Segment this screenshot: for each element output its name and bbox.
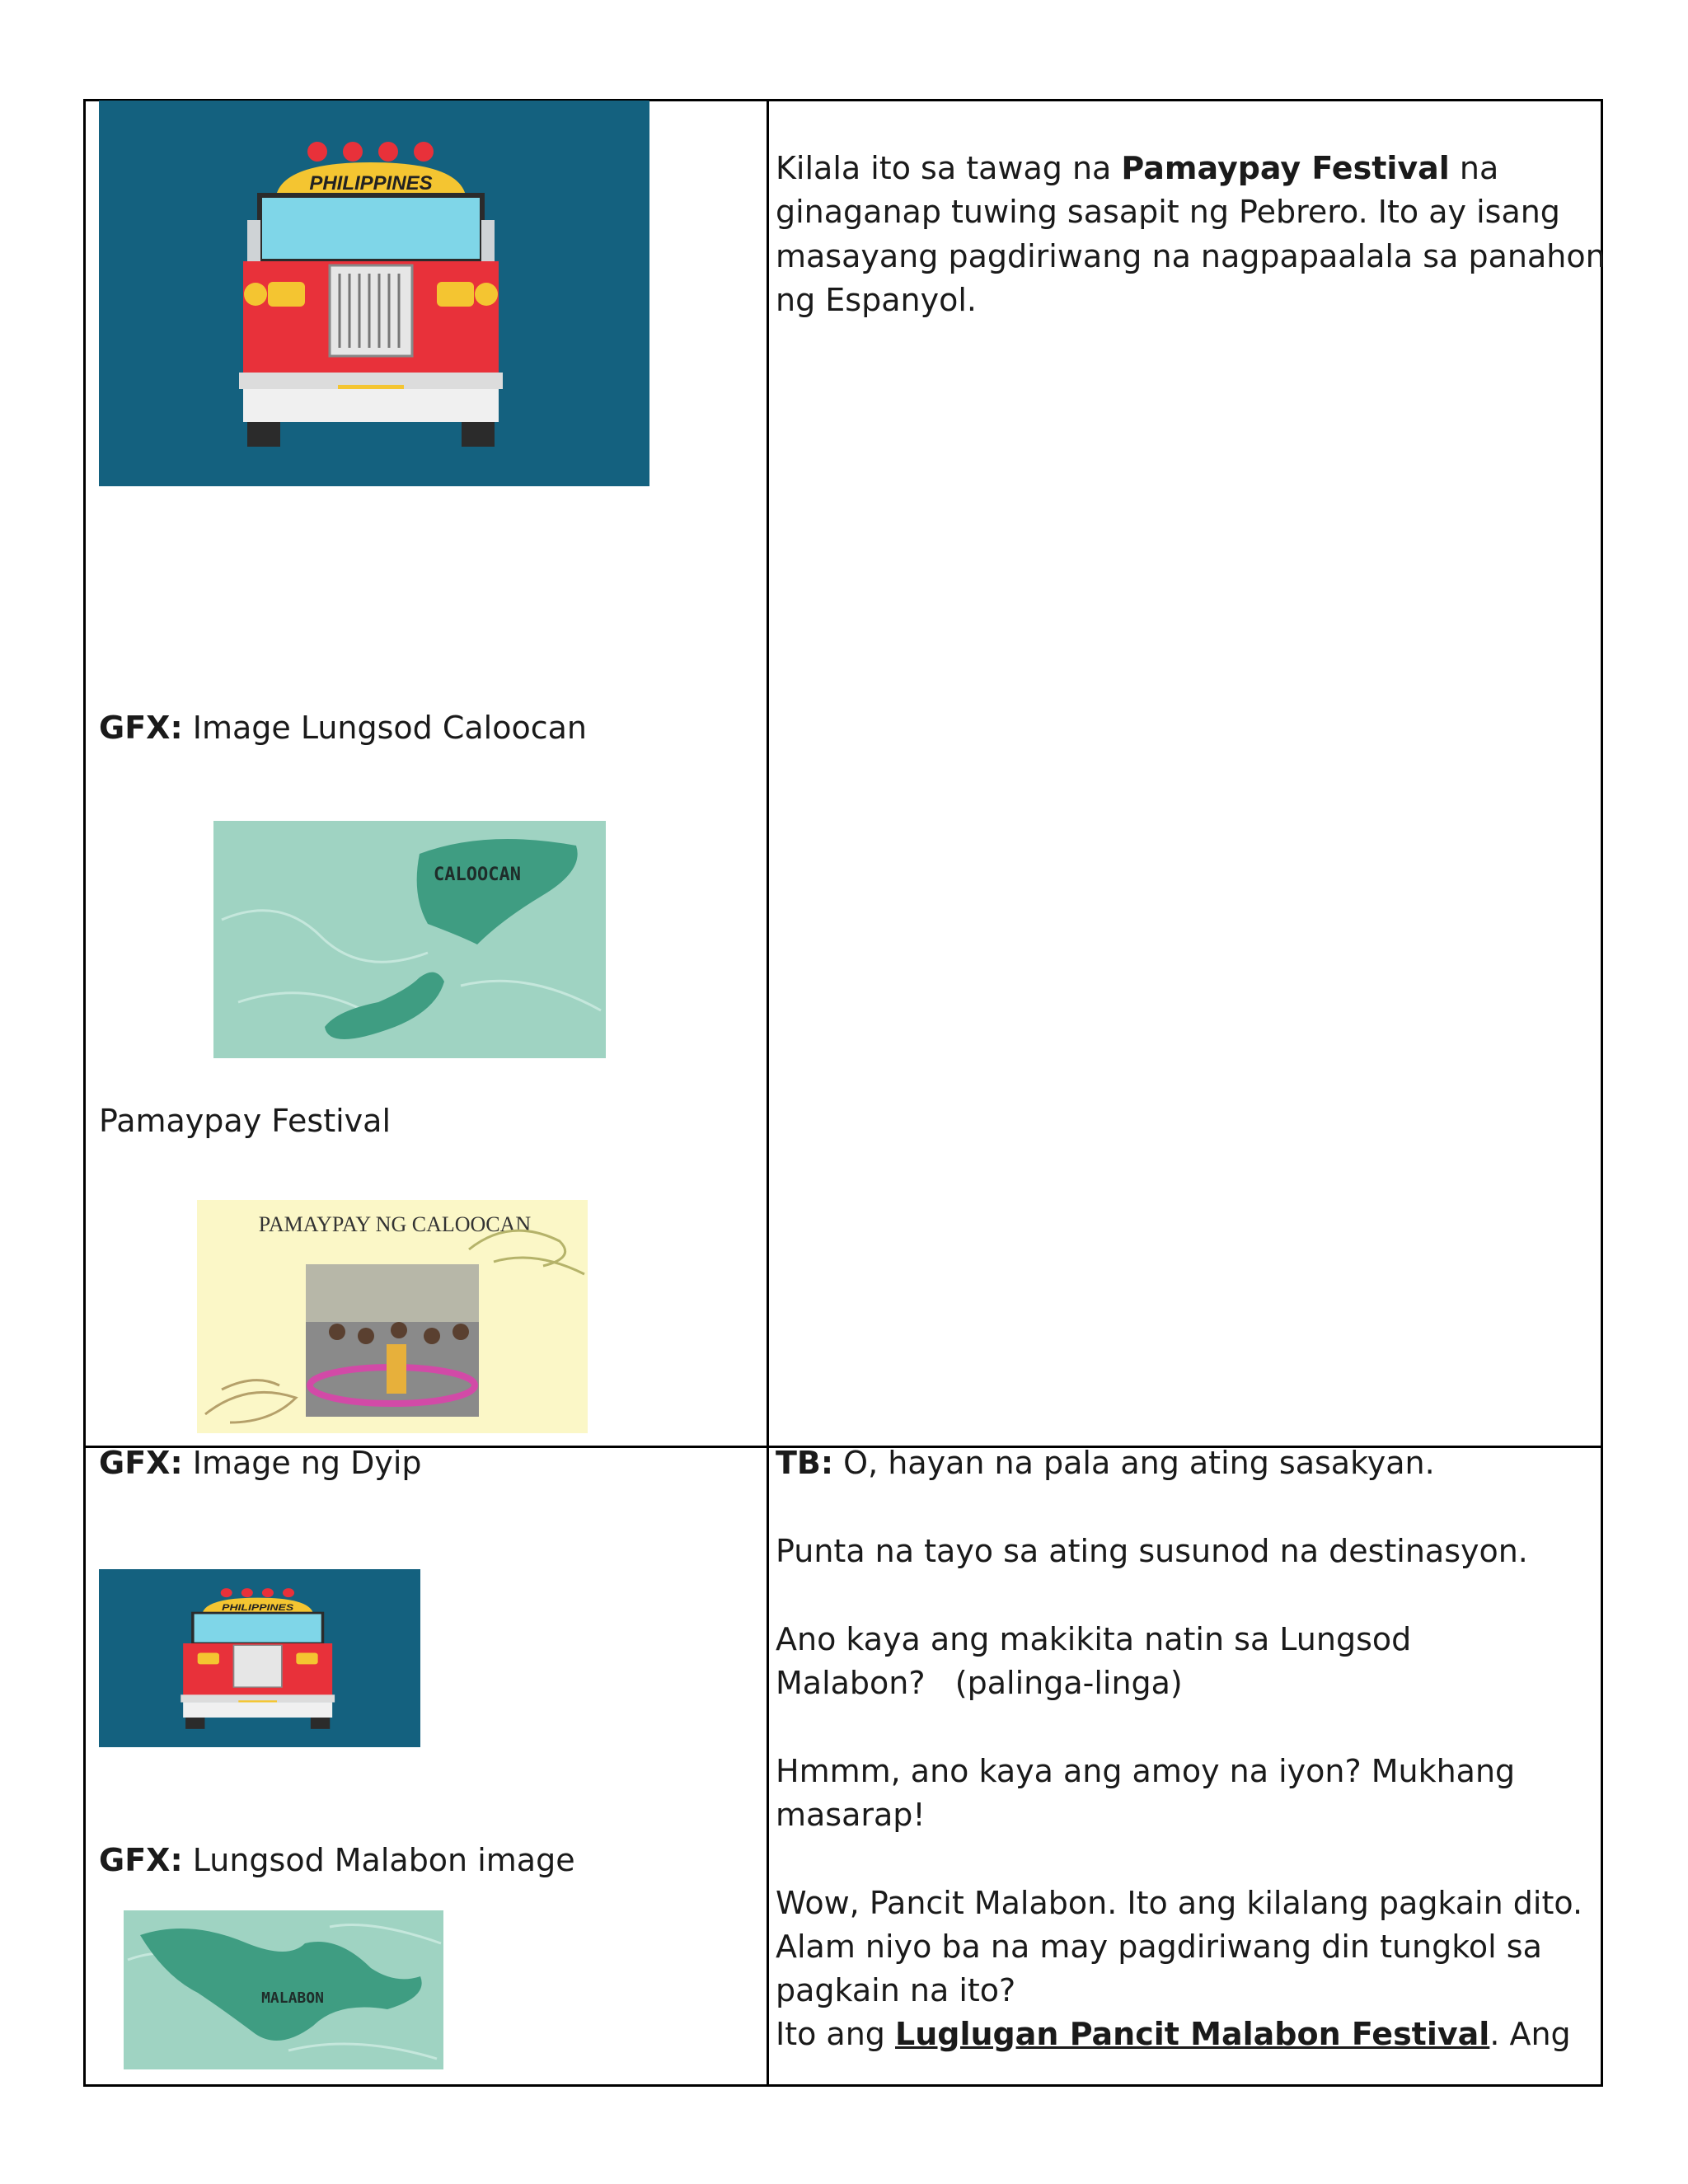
- tb-line-3a: Ano kaya ang makikita natin sa Lungsod: [776, 1621, 1412, 1657]
- gfx-label: GFX:: [99, 1842, 183, 1878]
- jeep-sign-text: PHILIPPINES: [309, 172, 433, 194]
- malabon-map-image: [124, 1910, 443, 2069]
- column-divider: [767, 101, 769, 2084]
- tb-line-6-text-a: Ito ang: [776, 2016, 896, 2052]
- jeepney-image-small: [99, 1569, 420, 1747]
- tb-line-5a: Wow, Pancit Malabon. Ito ang kilalang pagkain dito.: [776, 1885, 1583, 1921]
- tb-line-3b: Malabon? (palinga-linga): [776, 1665, 1183, 1701]
- tb-label: TB:: [776, 1445, 834, 1481]
- luglugan-festival-term: Luglugan Pancit Malabon Festival: [895, 2016, 1490, 2052]
- pamaypay-paragraph-line2: ginaganap tuwing sasapit ng Pebrero. Ito ay isang: [776, 194, 1560, 230]
- caloocan-map-image: [213, 821, 606, 1058]
- p1-bold-term: Pamaypay Festival: [1121, 150, 1450, 186]
- tb-line-4b: masarap!: [776, 1797, 926, 1833]
- p1-text-b: na: [1449, 150, 1499, 186]
- tb-line-6: [776, 2012, 1571, 2056]
- tb-line-6-text-b: . Ang: [1489, 2016, 1571, 2052]
- gfx-dyip-line: [99, 1441, 422, 1485]
- caloocan-map-label: CALOOCAN: [434, 865, 521, 885]
- p1-text-a: Kilala ito sa tawag na: [776, 150, 1122, 186]
- malabon-map-label: MALABON: [261, 1990, 324, 2007]
- jeep-sign-text: PHILIPPINES: [222, 1602, 294, 1613]
- tb-line-2: Punta na tayo sa ating susunod na destinasyon.: [776, 1533, 1528, 1569]
- tb-line-5c: pagkain na ito?: [776, 1972, 1016, 2008]
- pamaypay-paragraph-line3: masayang pagdiriwang na nagpapaalala sa panahon: [776, 238, 1606, 274]
- tb-line-4a: Hmmm, ano kaya ang amoy na iyon? Mukhang: [776, 1753, 1516, 1789]
- pamaypay-banner-image: [197, 1200, 588, 1433]
- tb-line-1: [776, 1441, 1435, 1485]
- gfx-caloocan-line: [99, 705, 587, 750]
- tb-line-5b: Alam niyo ba na may pagdiriwang din tungkol sa: [776, 1929, 1542, 1965]
- pamaypay-paragraph-line4: ng Espanyol.: [776, 282, 977, 318]
- pamaypay-banner-title: PAMAYPAY NG CALOOCAN: [258, 1212, 532, 1236]
- gfx-label: GFX:: [99, 710, 183, 746]
- gfx-label: GFX:: [99, 1445, 183, 1481]
- gfx-dyip-text: Image ng Dyip: [182, 1445, 422, 1481]
- pamaypay-paragraph-line1: [776, 146, 1498, 190]
- gfx-caloocan-text: Image Lungsod Caloocan: [182, 710, 588, 746]
- jeepney-image-large: [99, 101, 649, 486]
- pamaypay-festival-label: Pamaypay Festival: [99, 1103, 392, 1139]
- gfx-malabon-text: Lungsod Malabon image: [182, 1842, 575, 1878]
- tb-line-1-text: O, hayan na pala ang ating sasakyan.: [833, 1445, 1435, 1481]
- gfx-malabon-line: [99, 1838, 575, 1882]
